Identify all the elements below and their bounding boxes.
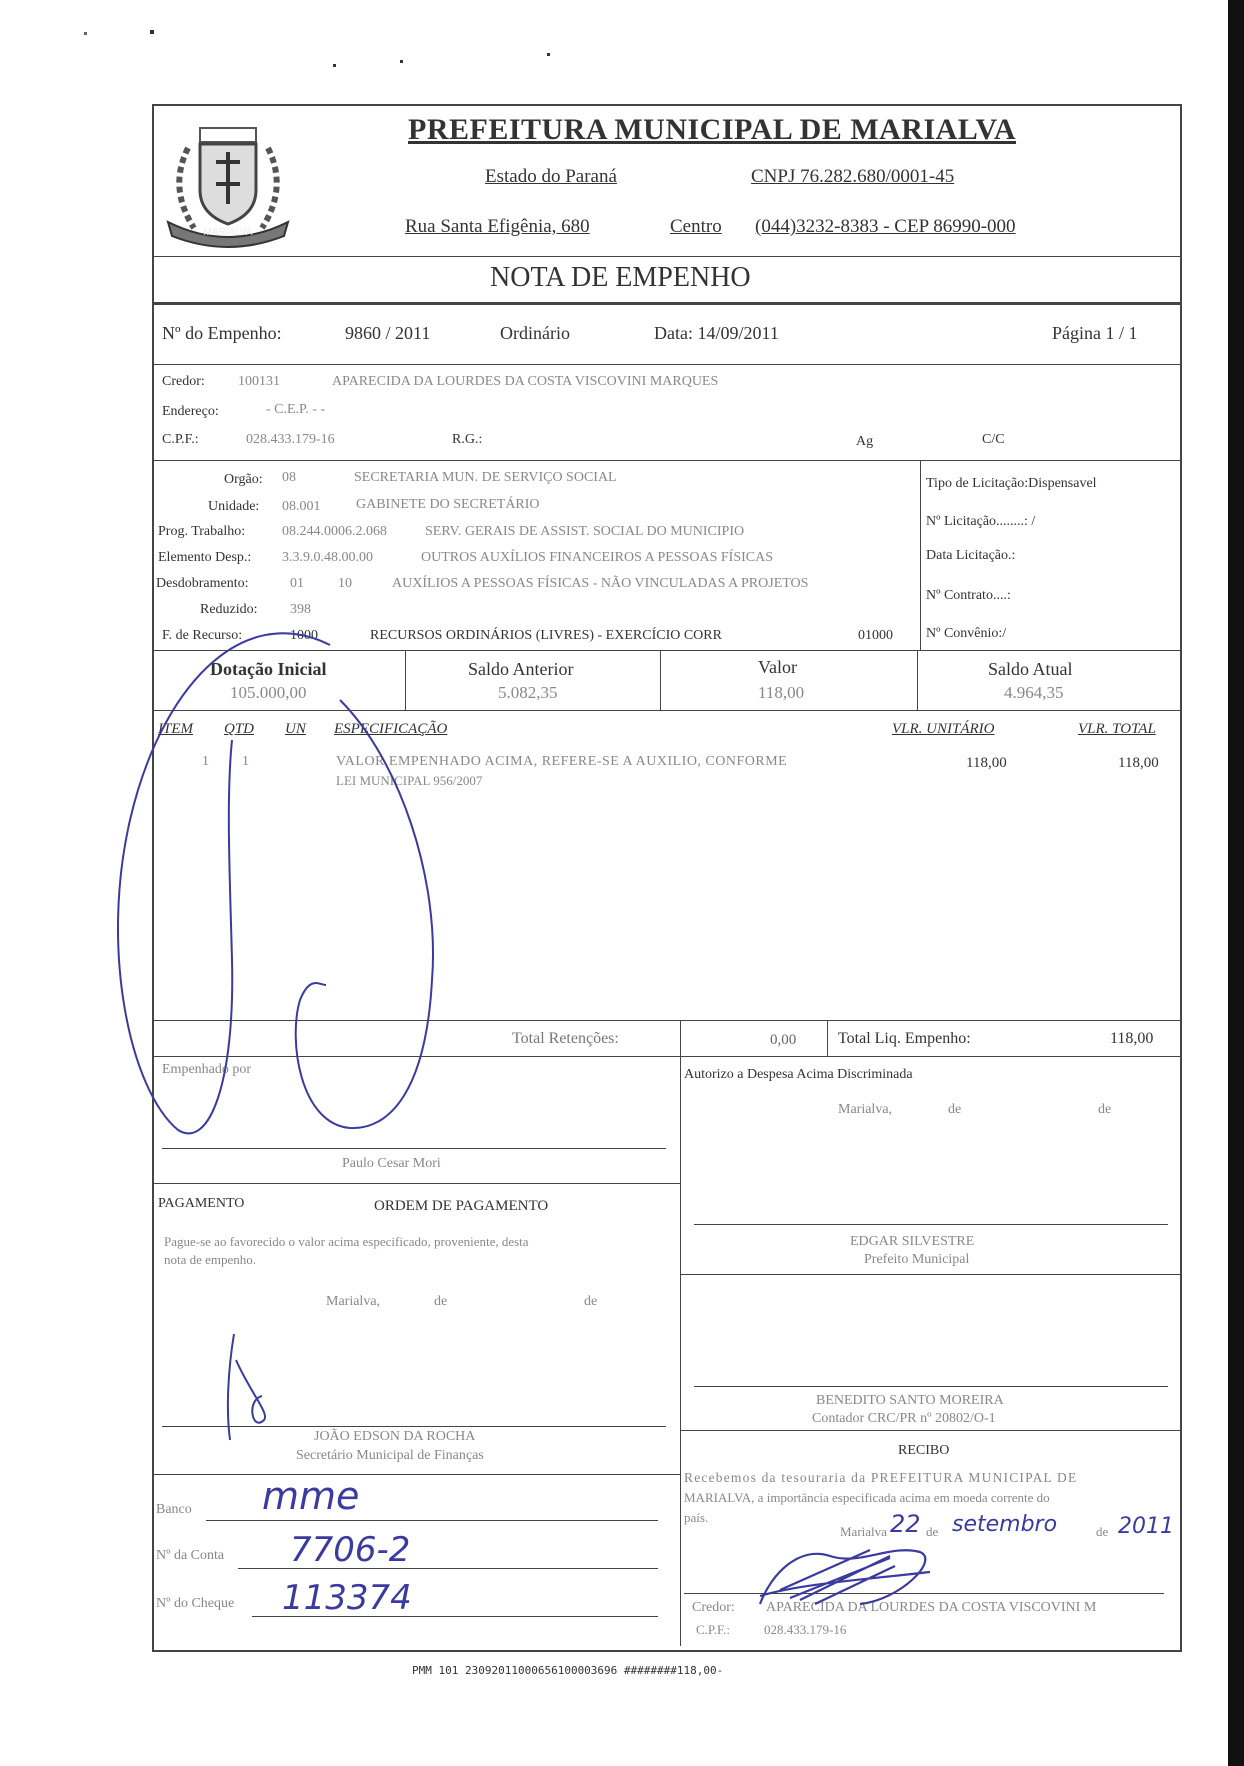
finance-signer: JOÃO EDSON DA ROCHA — [314, 1429, 476, 1444]
recibo-place: Marialva — [840, 1524, 887, 1539]
mayor-title: Prefeito Municipal — [864, 1252, 970, 1267]
cheque-handwritten: 113374 — [282, 1578, 412, 1618]
col-un: UN — [285, 721, 306, 737]
unidade-name: GABINETE DO SECRETÁRIO — [356, 497, 540, 512]
signature-line — [162, 1426, 666, 1427]
col-item: ITEM — [158, 721, 193, 737]
recurso-code: 1000 — [290, 628, 318, 643]
divider — [152, 710, 1180, 711]
saldo-atual-label: Saldo Atual — [988, 659, 1073, 679]
speck — [400, 60, 403, 63]
desdobramento-name: AUXÍLIOS A PESSOAS FÍSICAS - NÃO VINCULADAS A PROJETOS — [392, 576, 809, 591]
item-qtd: 1 — [242, 754, 249, 769]
num-licitacao: Nº Licitação........: / — [926, 514, 1036, 529]
divider — [920, 460, 921, 650]
cheque-label: Nº do Cheque — [156, 1596, 235, 1611]
pagamento-place: Marialva, — [326, 1294, 381, 1309]
divider — [680, 1430, 1180, 1431]
valor-label: Valor — [758, 657, 797, 677]
recibo-de2: de — [1096, 1524, 1109, 1539]
phone-cep-label: (044)3232-8383 - CEP 86990-000 — [755, 216, 1016, 237]
dotacao-label: Dotação Inicial — [210, 659, 327, 679]
speck — [150, 30, 154, 34]
document-title: NOTA DE EMPENHO — [490, 262, 751, 293]
signature-line — [694, 1224, 1168, 1225]
divider — [152, 1020, 1180, 1021]
desdobramento-label: Desdobramento: — [156, 576, 249, 591]
liq-label: Total Liq. Empenho: — [838, 1030, 971, 1047]
recibo-cpf-label: C.P.F.: — [696, 1622, 731, 1637]
dotacao-value: 105.000,00 — [230, 683, 307, 702]
orgao-label: Orgão: — [224, 472, 263, 487]
elemento-label: Elemento Desp.: — [158, 550, 252, 565]
col-vlr-unitario: VLR. UNITÁRIO — [892, 721, 995, 737]
scan-edge — [1228, 0, 1244, 1766]
data-licitacao: Data Licitação.: — [926, 548, 1016, 563]
recibo-credor-name: APARECIDA DA LOURDES DA COSTA VISCOVINI M — [766, 1600, 1097, 1615]
tipo-licitacao: Tipo de Licitação:Dispensavel — [926, 476, 1097, 491]
recibo-de: de — [926, 1524, 939, 1539]
conta-label: Nº da Conta — [156, 1548, 225, 1563]
banco-handwritten: mme — [262, 1474, 360, 1518]
district-label: Centro — [670, 216, 722, 237]
recibo-credor-label: Credor: — [692, 1600, 735, 1615]
pagamento-de1: de — [434, 1294, 448, 1309]
divider — [152, 650, 1180, 651]
speck — [333, 64, 336, 67]
cpf-label: C.P.F.: — [162, 432, 199, 447]
recibo-year: 2011 — [1118, 1514, 1174, 1539]
saldo-anterior-value: 5.082,35 — [498, 683, 558, 702]
recibo-month: setembro — [952, 1512, 1058, 1537]
item-total-value: 118,00 — [1118, 755, 1159, 771]
prog-label: Prog. Trabalho: — [158, 524, 246, 539]
divider — [405, 650, 406, 710]
ag-label: Ag — [856, 434, 874, 449]
signature-line — [694, 1386, 1168, 1387]
desdobramento-b: 10 — [338, 576, 352, 591]
retencoes-value: 0,00 — [770, 1032, 797, 1048]
cc-label: C/C — [982, 432, 1005, 447]
empenho-number: 9860 / 2011 — [345, 323, 431, 343]
divider — [680, 1274, 1180, 1275]
item-number: 1 — [202, 754, 209, 769]
rg-label: R.G.: — [452, 432, 483, 447]
divider — [152, 364, 1180, 365]
recibo-label: RECIBO — [898, 1443, 950, 1458]
endereco-label: Endereço: — [162, 404, 219, 419]
recurso-name: RECURSOS ORDINÁRIOS (LIVRES) - EXERCÍCIO CORR — [370, 628, 722, 643]
divider — [917, 650, 918, 710]
saldo-anterior-label: Saldo Anterior — [468, 659, 574, 679]
autorizo-de1: de — [948, 1102, 962, 1117]
recibo-day: 22 — [890, 1510, 921, 1538]
divider — [152, 256, 1180, 257]
orgao-name: SECRETARIA MUN. DE SERVIÇO SOCIAL — [354, 470, 617, 485]
col-qtd: QTD — [224, 721, 255, 737]
recurso-code2: 01000 — [858, 628, 893, 643]
num-convenio: Nº Convênio:/ — [926, 626, 1007, 641]
col-vlr-total: VLR. TOTAL — [1078, 721, 1156, 737]
recibo-text2: MARIALVA, a importância especificada acima em moeda corrente do — [684, 1490, 1050, 1505]
pagamento-label: PAGAMENTO — [158, 1196, 245, 1211]
municipality-title: PREFEITURA MUNICIPAL DE MARIALVA — [408, 113, 1017, 146]
accountant-title: Contador CRC/PR nº 20802/O-1 — [812, 1411, 996, 1426]
empenho-number-label: Nº do Empenho: — [162, 323, 282, 343]
prog-code: 08.244.0006.2.068 — [282, 524, 387, 539]
credor-label: Credor: — [162, 374, 205, 389]
reduzido-label: Reduzido: — [200, 602, 258, 617]
desdobramento-a: 01 — [290, 576, 304, 591]
elemento-name: OUTROS AUXÍLIOS FINANCEIROS A PESSOAS FÍSICAS — [421, 550, 774, 565]
unidade-label: Unidade: — [208, 499, 260, 514]
credor-name: APARECIDA DA LOURDES DA COSTA VISCOVINI MARQUES — [332, 374, 719, 389]
divider — [152, 302, 1180, 305]
item-unit-value: 118,00 — [966, 755, 1007, 771]
autorizo-place: Marialva, — [838, 1102, 893, 1117]
autorizo-label: Autorizo a Despesa Acima Discriminada — [684, 1067, 913, 1082]
cnpj-label: CNPJ 76.282.680/0001-45 — [751, 166, 955, 187]
conta-handwritten: 7706-2 — [290, 1530, 411, 1570]
pagamento-de2: de — [584, 1294, 598, 1309]
liq-value: 118,00 — [1110, 1030, 1154, 1047]
speck — [84, 32, 87, 35]
divider — [152, 1056, 1180, 1057]
speck — [547, 53, 550, 56]
accountant-name: BENEDITO SANTO MOREIRA — [816, 1393, 1004, 1408]
coat-of-arms-logo — [158, 118, 298, 250]
divider — [827, 1020, 828, 1056]
credor-code: 100131 — [238, 374, 280, 389]
svg-text:MARIALVA: MARIALVA — [203, 227, 253, 238]
divider — [660, 650, 661, 710]
retencoes-label: Total Retenções: — [512, 1030, 619, 1047]
prog-name: SERV. GERAIS DE ASSIST. SOCIAL DO MUNICIPIO — [425, 524, 745, 539]
divider — [680, 1056, 681, 1646]
signature-line — [162, 1148, 666, 1149]
empenhado-name: Paulo Cesar Mori — [342, 1156, 441, 1171]
divider — [152, 1474, 680, 1475]
signature-line — [684, 1593, 1164, 1594]
divider — [152, 1183, 680, 1184]
empenho-type: Ordinário — [500, 323, 570, 343]
page-number: Página 1 / 1 — [1052, 323, 1138, 343]
col-especificacao: ESPECIFICAÇÃO — [334, 721, 448, 737]
pagamento-text2: nota de empenho. — [164, 1252, 257, 1267]
field-line — [206, 1520, 658, 1521]
saldo-atual-value: 4.964,35 — [1004, 683, 1064, 702]
item-spec-line1: VALOR EMPENHADO ACIMA, REFERE-SE A AUXILIO, CONFORME — [336, 754, 788, 769]
recibo-text1: Recebemos da tesouraria da PREFEITURA MUNICIPAL DE — [684, 1470, 1078, 1485]
endereco-value: - C.E.P. - - — [266, 402, 326, 417]
empenho-date: Data: 14/09/2011 — [654, 323, 779, 343]
recibo-text3: país. — [684, 1510, 709, 1525]
orgao-code: 08 — [282, 470, 296, 485]
elemento-code: 3.3.9.0.48.00.00 — [282, 550, 373, 565]
pagamento-text1: Pague-se ao favorecido o valor acima especificado, proveniente, desta — [164, 1234, 529, 1249]
mayor-name: EDGAR SILVESTRE — [850, 1234, 975, 1249]
recibo-cpf-value: 028.433.179-16 — [764, 1622, 847, 1637]
unidade-code: 08.001 — [282, 499, 321, 514]
cpf-value: 028.433.179-16 — [246, 432, 335, 447]
address-label: Rua Santa Efigênia, 680 — [405, 216, 590, 237]
finance-title: Secretário Municipal de Finanças — [296, 1448, 484, 1463]
banco-label: Banco — [156, 1502, 192, 1517]
reduzido-value: 398 — [290, 602, 311, 617]
valor-value: 118,00 — [758, 683, 805, 702]
control-line: PMM 101 23092011000656100003696 ########118,00- — [412, 1664, 724, 1677]
recurso-label: F. de Recurso: — [162, 628, 243, 643]
item-spec-line2: LEI MUNICIPAL 956/2007 — [336, 773, 483, 788]
num-contrato: Nº Contrato....: — [926, 588, 1011, 603]
divider — [152, 460, 1180, 461]
ordem-pagamento-label: ORDEM DE PAGAMENTO — [374, 1198, 549, 1214]
divider — [680, 1020, 681, 1056]
empenhado-label: Empenhado por — [162, 1062, 252, 1077]
state-label: Estado do Paraná — [485, 166, 617, 187]
autorizo-de2: de — [1098, 1102, 1112, 1117]
